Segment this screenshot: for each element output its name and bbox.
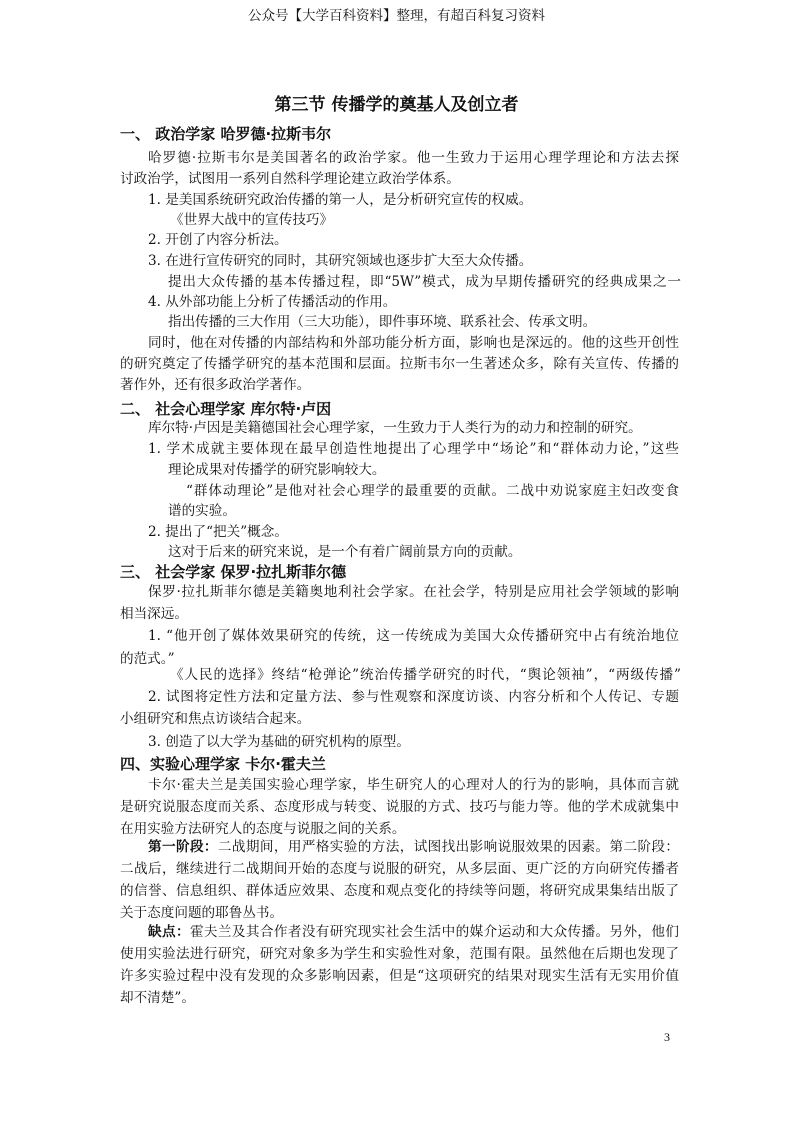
page-number: 3 bbox=[664, 1030, 670, 1044]
text-line: 许多实验过程中没有发现的众多影响因素，但是“这项研究的结果对现实生活有无实用价值 bbox=[120, 968, 679, 984]
text-line: 库尔特·卢因是美籍德国社会心理学家，一生致力于人类行为的动力和控制的研究。 bbox=[148, 420, 642, 436]
text-line: 《人民的选择》终结“枪弹论”统治传播学研究的时代，“舆论领袖”，“两级传播” bbox=[170, 667, 681, 683]
section-title: 第三节 传播学的奠基人及创立者 bbox=[274, 95, 519, 115]
text-line: 使用实验法进行研究，研究对象多为学生和实验性对象，范围有限。虽然他在后期也发现了 bbox=[120, 946, 679, 962]
text-line: 3. 创造了以大学为基础的研究机构的原型。 bbox=[148, 734, 410, 750]
text-line: 小组研究和焦点访谈结合起来。 bbox=[120, 711, 311, 727]
text-line: 的研究奠定了传播学研究的基本范围和层面。拉斯韦尔一生著述众多，除有关宣传、传播的 bbox=[120, 356, 679, 372]
heading-2: 二、 社会心理学家 库尔特·卢因 bbox=[120, 400, 332, 418]
heading-1: 一、 政治学家 哈罗德·拉斯韦尔 bbox=[120, 125, 332, 143]
text-line: 指出传播的三大作用（三大功能），即件事环境、联系社会、传承文明。 bbox=[168, 314, 597, 330]
text-line: 缺点：霍夫兰及其合作者没有研究现实社会生活中的媒介运动和大众传播。另外，他们 bbox=[148, 924, 679, 940]
bold-label: 第一阶段： bbox=[148, 839, 218, 855]
text-line: 相当深远。 bbox=[120, 606, 188, 622]
text-line: 1. 学术成就主要体现在最早创造性地提出了心理学中“场论”和“群体动力论，”这些 bbox=[148, 441, 679, 457]
heading-3: 三、 社会学家 保罗·拉扎斯菲尔德 bbox=[120, 563, 347, 581]
text-line: 谱的实验。 bbox=[168, 503, 236, 519]
text-line: 哈罗德·拉斯韦尔是美国著名的政治学家。他一生致力于运用心理学理论和方法去探 bbox=[148, 150, 679, 166]
text-line: 同时，他在对传播的内部结构和外部功能分析方面，影响也是深远的。他的这些开创性 bbox=[148, 335, 679, 351]
text-line: 《世界大战中的宣传技巧》 bbox=[170, 212, 334, 228]
text-line: 提出大众传播的基本传播过程，即“5W”模式，成为早期传播研究的经典成果之一 bbox=[168, 274, 681, 290]
text-line: 2. 提出了“把关”概念。 bbox=[148, 524, 288, 540]
text-line: 这对于后来的研究来说，是一个有着广阔前景方向的贡献。 bbox=[168, 544, 522, 560]
text-line: 理论成果对传播学的研究影响较大。 bbox=[168, 462, 386, 478]
text-line: 2. 开创了内容分析法。 bbox=[148, 232, 288, 248]
text-line: 却不清楚”。 bbox=[120, 990, 195, 1006]
text-line: 1. “他开创了媒体效果研究的传统，这一传统成为美国大众传播研究中占有统治地位 bbox=[148, 628, 679, 644]
text-line: 3. 在进行宣传研究的同时，其研究领域也逐步扩大至大众传播。 bbox=[148, 253, 533, 269]
text-line: 在用实验方法研究人的态度与说服之间的关系。 bbox=[120, 821, 406, 837]
text-line: 2. 试图将定性方法和定量方法、参与性观察和深度访谈、内容分析和个人传记、专题 bbox=[148, 689, 679, 705]
text-line: 第一阶段：二战期间，用严格实验的方法，试图找出影响说服效果的因素。第二阶段： bbox=[148, 839, 679, 855]
text-line: 讨政治学，试图用一系列自然科学理论建立政治学体系。 bbox=[120, 171, 460, 187]
text-line: 著作外，还有很多政治学著作。 bbox=[120, 377, 311, 393]
text-line: 卡尔·霍夫兰是美国实验心理学家，毕生研究人的心理对人的行为的影响，具体而言就 bbox=[148, 777, 679, 793]
page-header: 公众号【大学百科资料】整理，有超百科复习资料 bbox=[248, 8, 545, 24]
text-line: 是研究说服态度而关系、态度形成与转变、说服的方式、技巧与能力等。他的学术成就集中 bbox=[120, 799, 679, 815]
text-line: 的信誉、信息组织、群体适应效果、态度和观点变化的持续等问题，将研究成果集结出版了 bbox=[120, 883, 679, 899]
text-line: 二战后，继续进行二战期间开始的态度与说服的研究，从多层面、更广泛的方向研究传播者 bbox=[120, 861, 679, 877]
text-line: 1. 是美国系统研究政治传播的第一人，是分析研究宣传的权威。 bbox=[148, 192, 533, 208]
text-line: 4. 从外部功能上分析了传播活动的作用。 bbox=[148, 294, 397, 310]
text-line: 的范式。” bbox=[120, 651, 175, 667]
text-line: “群体动理论”是他对社会心理学的最重要的贡献。二战中劝说家庭主妇改变食 bbox=[186, 483, 679, 499]
text-line: 关于态度问题的耶鲁丛书。 bbox=[120, 905, 284, 921]
heading-4: 四、实验心理学家 卡尔·霍夫兰 bbox=[120, 755, 326, 773]
bold-label: 缺点： bbox=[148, 924, 190, 940]
text-line: 保罗·拉扎斯菲尔德是美籍奥地利社会学家。在社会学，特别是应用社会学领域的影响 bbox=[148, 584, 679, 600]
